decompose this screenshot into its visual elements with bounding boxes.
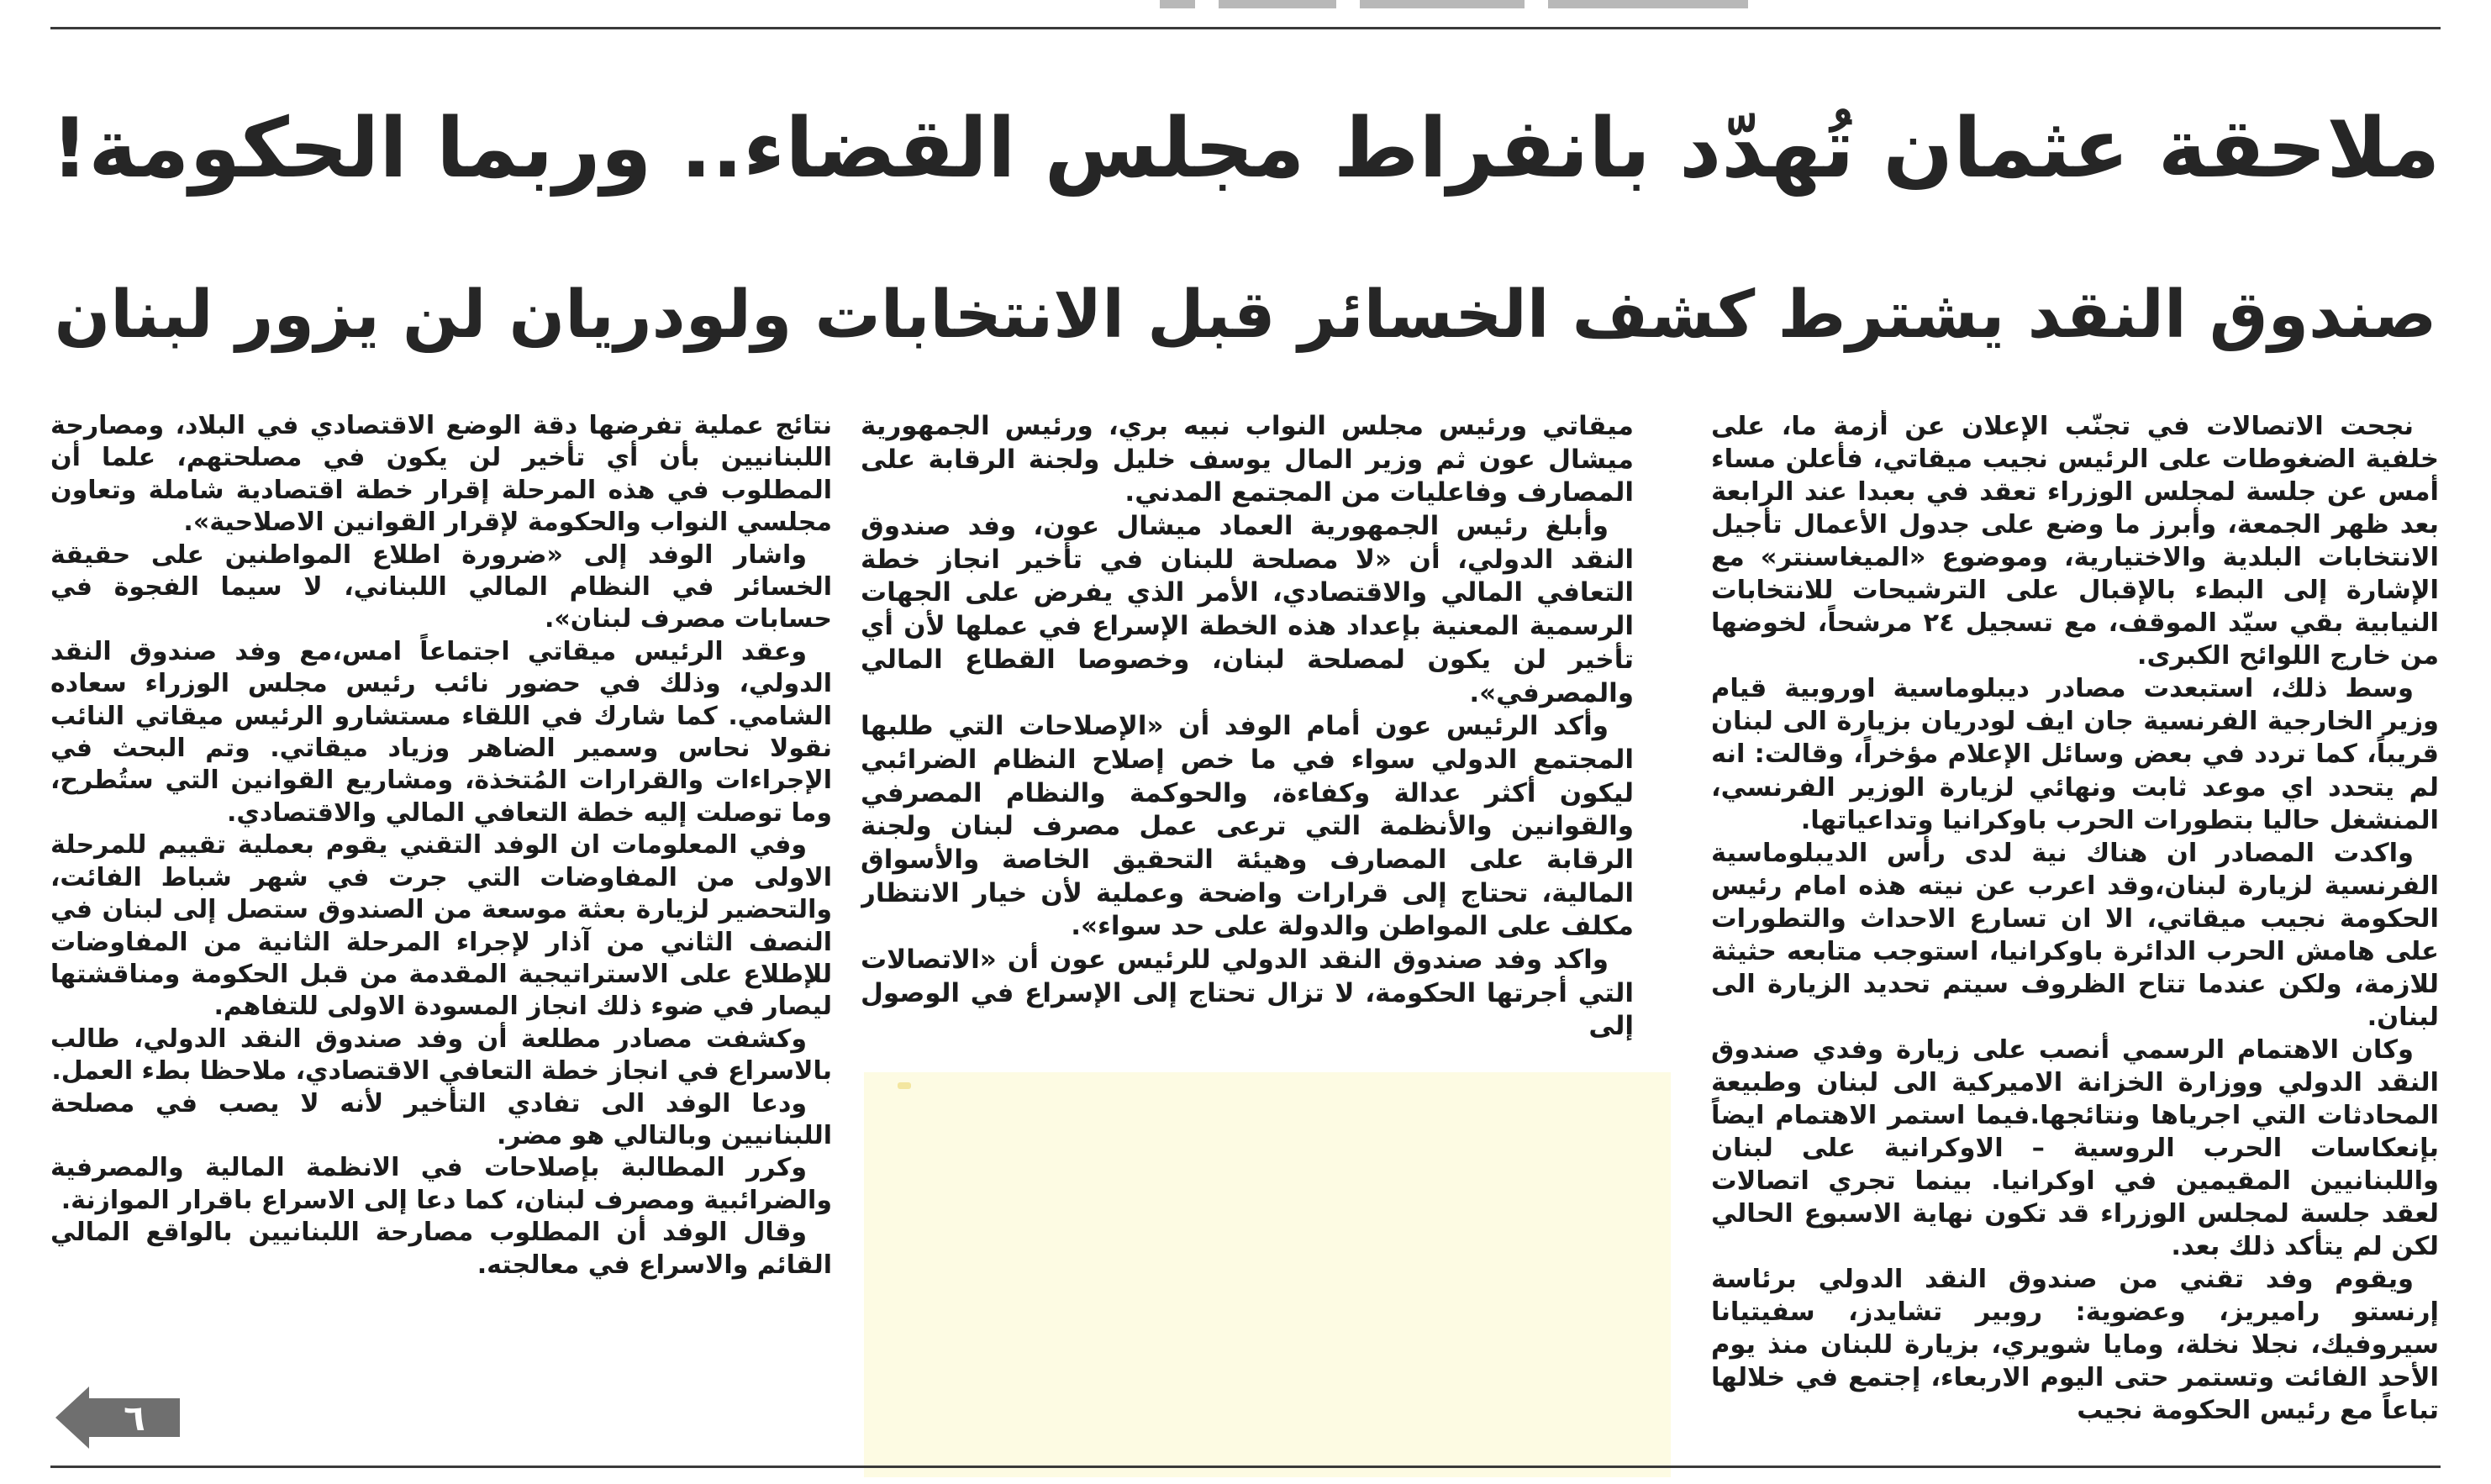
paragraph: واكدت المصادر ان هناك نية لدى رأس الديبلوماسية الفرنسية لزيارة لبنان،وقد اعرب عن نيته هذه امام رئيس الحكومة نجيب ميقاتي، الا ان تسارع الاحداث والتطورات على هامش الحرب الدائرة باوكرانيا، استوجب متابعه حثيثة للازمة، ولكن عندما تتاح الظروف سيتم تحديد الزيارة الى لبنان. — [1711, 838, 2439, 1032]
page-number: ٦ — [124, 1397, 145, 1439]
paragraph: وكان الاهتمام الرسمي أنصب على زيارة وفدي صندوق النقد الدولي ووزارة الخزانة الاميركية الى لبنان وطبيعة المحادثات التي اجرياها ونتائجها.فيما استمر الاهتمام ايضاً بإنعكاسات الحرب الروسية – الاوكرانية على لبنان واللبنانيين المقيمين في اوكرانيا. بينما تجري اتصالات لعقد جلسة لمجلس الوزراء قد تكون نهاية الاسبوع الحالي لكن لم يتأكد ذلك بعد. — [1711, 1034, 2439, 1262]
paragraph: ودعا الوفد الى تفادي التأخير لأنه لا يصب في مصلحة اللبنانيين وبالتالي هو مضر. — [50, 1088, 832, 1150]
paragraph: وعقد الرئيس ميقاتي اجتماعاً امس،مع وفد صندوق النقد الدولي، وذلك في حضور نائب رئيس مجلس الوزراء سعاده الشامي. كما شارك في اللقاء مستشارو الرئيس ميقاتي النائب نقولا نحاس وسمير الضاهر وزياد ميقاتي. وتم البحث في الإجراءات والقرارات المُتخذة، ومشاريع القوانين التي ستُطرح، وما توصلت إليه خطة التعافي المالي والاقتصادي. — [50, 636, 832, 828]
paragraph: نتائج عملية تفرضها دقة الوضع الاقتصادي في البلاد، ومصارحة اللبنانيين بأن أي تأخير لن يكون في مصلحتهم، علما أن المطلوب في هذه المرحلة إقرار خطة اقتصادية شاملة وتعاون مجلسي النواب والحكومة لإقرار القوانين الاصلاحية». — [50, 411, 832, 538]
bottom-rule — [50, 1466, 2441, 1468]
paragraph: وأكد الرئيس عون أمام الوفد أن «الإصلاحات التي طلبها المجتمع الدولي سواء في ما خص إصلاح النظام الضرائبي ليكون أكثر عدالة وكفاءة، والحوكمة والنظام المصرفي والقوانين والأنظمة التي ترعى عمل مصرف لبنان ولجنة الرقابة على المصارف وهيئة التحقيق الخاصة والأسواق المالية، تحتاج إلى قرارات واضحة وعملية لأن خيار الانتظار مكلف على المواطن والدولة على حد سواء». — [861, 711, 1634, 942]
subheadline: صندوق النقد يشترط كشف الخسائر قبل الانتخابات ولودريان لن يزور لبنان — [54, 277, 2437, 353]
paragraph: وكشفت مصادر مطلعة أن وفد صندوق النقد الدولي، طالب بالاسراع في انجاز خطة التعافي الاقتصادي، ملاحظا بطء العمل. — [50, 1024, 832, 1087]
article-column-1 — [1711, 410, 2439, 1439]
top-strip — [1160, 0, 1748, 8]
paragraph: نجحت الاتصالات في تجنّب الإعلان عن أزمة ما، على خلفية الضغوطات على الرئيس نجيب ميقاتي، فأعلن مساء أمس عن جلسة لمجلس الوزراء تعقد في بعبدا عند الرابعة بعد ظهر الجمعة، وأبرز ما وضع على جدول الأعمال تأجيل الانتخابات البلدية والاختيارية، وموضوع «الميغاسنتر» مع الإشارة إلى البطء بالإقبال على الترشيحات للانتخابات النيابية بقي سيّد الموقف، مع تسجيل ٢٤ مرشحاً، لخوضها من خارج اللوائح الكبرى. — [1711, 412, 2439, 671]
paragraph: ويقوم وفد تقني من صندوق النقد الدولي برئاسة إرنستو راميريز، وعضوية: روبير تشايدز، سفيتيانا سيروفيك، نجلا نخلة، ومايا شويري، بزيارة للبنان منذ يوم الأحد الفائت وتستمر حتى اليوم الاربعاء، إجتمع في خلالها تباعاً مع رئيس الحكومة نجيب — [1711, 1265, 2439, 1426]
paragraph: ميقاتي ورئيس مجلس النواب نبيه بري، ورئيس الجمهورية ميشال عون ثم وزير المال يوسف خليل ولجنة الرقابة على المصارف وفاعليات من المجتمع المدني. — [861, 411, 1634, 508]
ad-mark — [898, 1082, 911, 1089]
article-column-2 — [861, 410, 1634, 1049]
paragraph: واشار الوفد إلى «ضرورة اطلاع المواطنين على حقيقة الخسائر في النظام المالي اللبناني، لا سيما الفجوة في حسابات مصرف لبنان». — [50, 539, 832, 634]
advertisement-placeholder — [864, 1072, 1671, 1477]
paragraph: وأبلغ رئيس الجمهورية العماد ميشال عون، وفد صندوق النقد الدولي، أن «لا مصلحة للبنان في تأخير انجاز خطة التعافي المالي والاقتصادي، الأمر الذي يفرض على الجهات الرسمية المعنية بإعداد هذه الخطة الإسراع في عملها لأن أي تأخير لن يكون لمصلحة لبنان، وخصوصا القطاع المالي والمصرفي». — [861, 511, 1634, 708]
article-column-3 — [50, 410, 832, 1376]
paragraph: واكد وفد صندوق النقد الدولي للرئيس عون أن «الاتصالات التي أجرتها الحكومة، لا تزال تحتاج إلى الإسراع في الوصول إلى — [861, 945, 1634, 1042]
headline: ملاحقة عثمان تُهدّد بانفراط مجلس القضاء.. وربما الحكومة! — [50, 101, 2441, 197]
paragraph: وفي المعلومات ان الوفد التقني يقوم بعملية تقييم للمرحلة الاولى من المفاوضات التي جرت في شهر شباط الفائت، والتحضير لزيارة بعثة موسعة من الصندوق ستصل إلى لبنان في النصف الثاني من آذار لإجراء المرحلة الثانية من المفاوضات للإطلاع على الاستراتيجية المقدمة من قبل الحكومة ومناقشتها ليصار في ضوء ذلك انجاز المسودة الاولى للتفاهم. — [50, 830, 832, 1022]
top-rule — [50, 27, 2441, 29]
paragraph: وسط ذلك، استبعدت مصادر ديبلوماسية اوروبية قيام وزير الخارجية الفرنسية جان ايف لودريان بزيارة الى لبنان قريباً، كما تردد في بعض وسائل الإعلام مؤخراً، وقالت: انه لم يتحدد اي موعد ثابت ونهائي لزيارة الوزير الفرنسي، المنشغل حاليا بتطورات الحرب باوكرانيا وتداعياتها. — [1711, 674, 2439, 835]
paragraph: وكرر المطالبة بإصلاحات في الانظمة المالية والمصرفية والضرائبية ومصرف لبنان، كما دعا إلى الاسراع باقرار الموازنة. — [50, 1153, 832, 1215]
paragraph: وقال الوفد أن المطلوب مصارحة اللبنانيين بالواقع المالي القائم والاسراع في معالجته. — [50, 1218, 832, 1280]
